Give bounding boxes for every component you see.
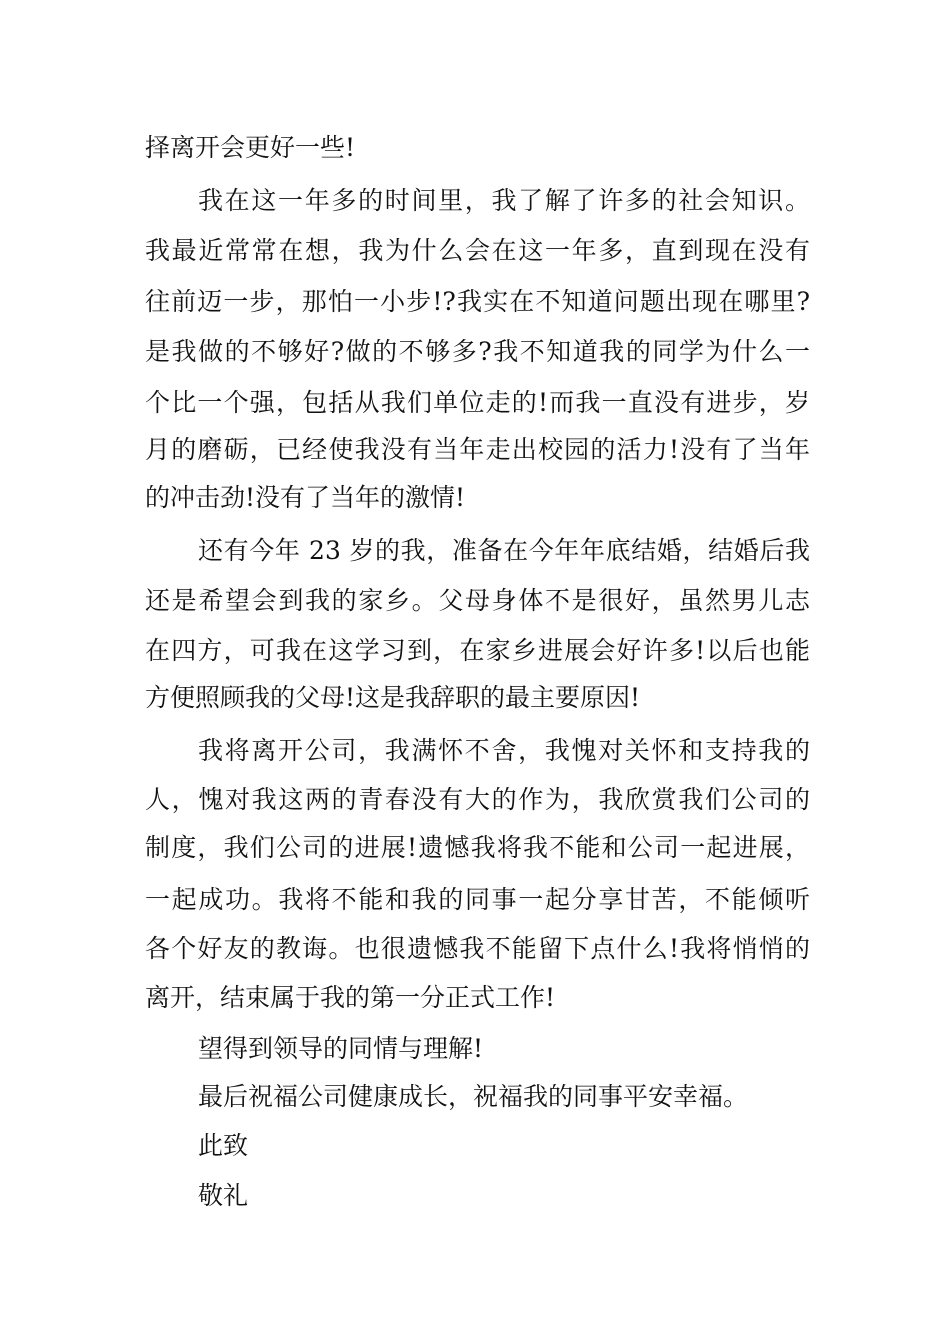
closing-line: 望得到领导的同情与理解! — [198, 1034, 484, 1063]
text-line: 我最近常常在想，我为什么会在这一年多，直到现在没有 — [145, 236, 810, 265]
text-line: 制度，我们公司的进展!遗憾我将我不能和公司一起进展， — [145, 833, 810, 862]
text-line: 方便照顾我的父母!这是我辞职的最主要原因! — [145, 683, 641, 712]
salutation-line: 此致 — [198, 1131, 249, 1160]
text-line: 在四方，可我在这学习到，在家乡进展会好许多!以后也能 — [145, 636, 810, 665]
text-line: 一起成功。我将不能和我的同事一起分享甘苦，不能倾听 — [145, 885, 810, 914]
paragraph-first-line: 我在这一年多的时间里，我了解了许多的社会知识。 — [198, 186, 810, 215]
closing-line: 最后祝福公司健康成长，祝福我的同事平安幸福。 — [198, 1082, 749, 1111]
text-line: 择离开会更好一些! — [145, 133, 356, 162]
text-line: 的冲击劲!没有了当年的激情! — [145, 483, 466, 512]
salutation-line: 敬礼 — [198, 1181, 249, 1210]
text-line: 往前迈一步，那怕一小步!?我实在不知道问题出现在哪里? — [145, 287, 810, 316]
text-line: 还是希望会到我的家乡。父母身体不是很好，虽然男儿志 — [145, 586, 810, 615]
paragraph-first-line: 我将离开公司，我满怀不舍，我愧对关怀和支持我的 — [198, 736, 810, 765]
text-line: 人，愧对我这两的青春没有大的作为，我欣赏我们公司的 — [145, 785, 810, 814]
text-line: 月的磨砺，已经使我没有当年走出校园的活力!没有了当年 — [145, 435, 810, 464]
text-line: 离开，结束属于我的第一分正式工作! — [145, 983, 556, 1012]
text-line: 是我做的不够好?做的不够多?我不知道我的同学为什么一 — [145, 337, 810, 366]
text-line: 个比一个强，包括从我们单位走的!而我一直没有进步，岁 — [145, 388, 810, 417]
text-line: 各个好友的教诲。也很遗憾我不能留下点什么!我将悄悄的 — [145, 934, 810, 963]
paragraph-first-line: 还有今年 23 岁的我，准备在今年年底结婚，结婚后我 — [198, 536, 810, 565]
